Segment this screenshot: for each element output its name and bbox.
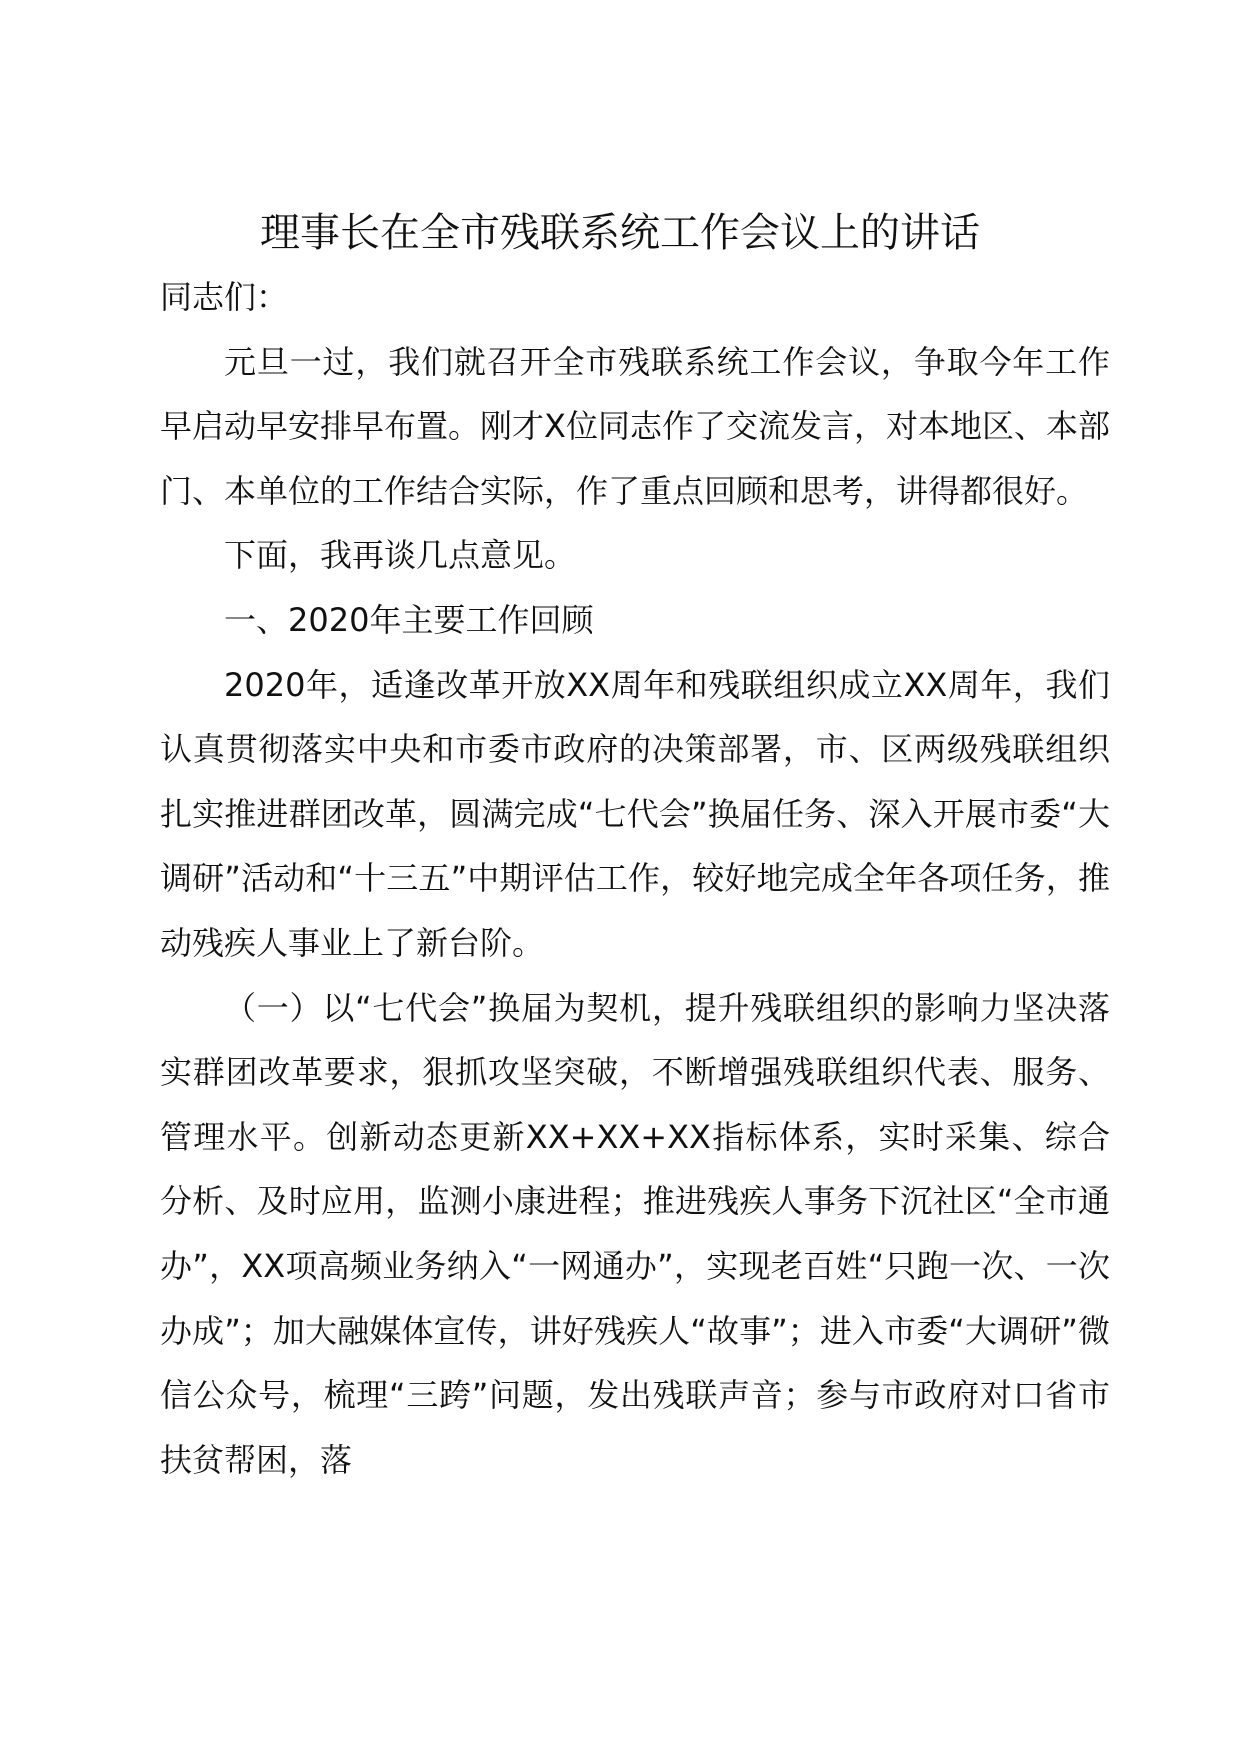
salutation: 同志们：	[160, 278, 289, 316]
paragraph-2020-review: 2020年，适逢改革开放XX周年和残联组织成立XX周年，我们认真贯彻落实中央和市委市政府的决策部署，市、区两级残联组织扎实推进群团改革，圆满完成“七代会”换届任务、深入开展市委“大调研”活动和“十三五”中期评估工作，较好地完成全年各项任务，推动残疾人事业上了新台阶。	[160, 665, 1110, 962]
paragraph-subsection-1: （一）以“七代会”换届为契机，提升残联组织的影响力坚决落实群团改革要求，狠抓攻坚突破，不断增强残联组织代表、服务、管理水平。创新动态更新XX+XX+XX指标体系，实时采集、综合分析、及时应用，监测小康进程；推进残疾人事务下沉社区“全市通办”，XX项高频业务纳入“一网通办”，实现老百姓“只跑一次、一次办成”；加大融媒体宣传，讲好残疾人“故事”；进入市委“大调研”微信公众号，梳理“三跨”问题，发出残联声音；参与市政府对口省市扶贫帮困，落	[160, 988, 1110, 1479]
paragraph-transition: 下面，我再谈几点意见。	[224, 536, 577, 575]
document-title: 理事长在全市残联系统工作会议上的讲话	[260, 210, 980, 256]
section-heading-1: 一、2020年主要工作回顾	[224, 600, 594, 639]
document-body	[160, 265, 1110, 1492]
paragraph-opening: 元旦一过，我们就召开全市残联系统工作会议，争取今年工作早启动早安排早布置。刚才X位同志作了交流发言，对本地区、本部门、本单位的工作结合实际，作了重点回顾和思考，讲得都很好。	[160, 342, 1110, 510]
